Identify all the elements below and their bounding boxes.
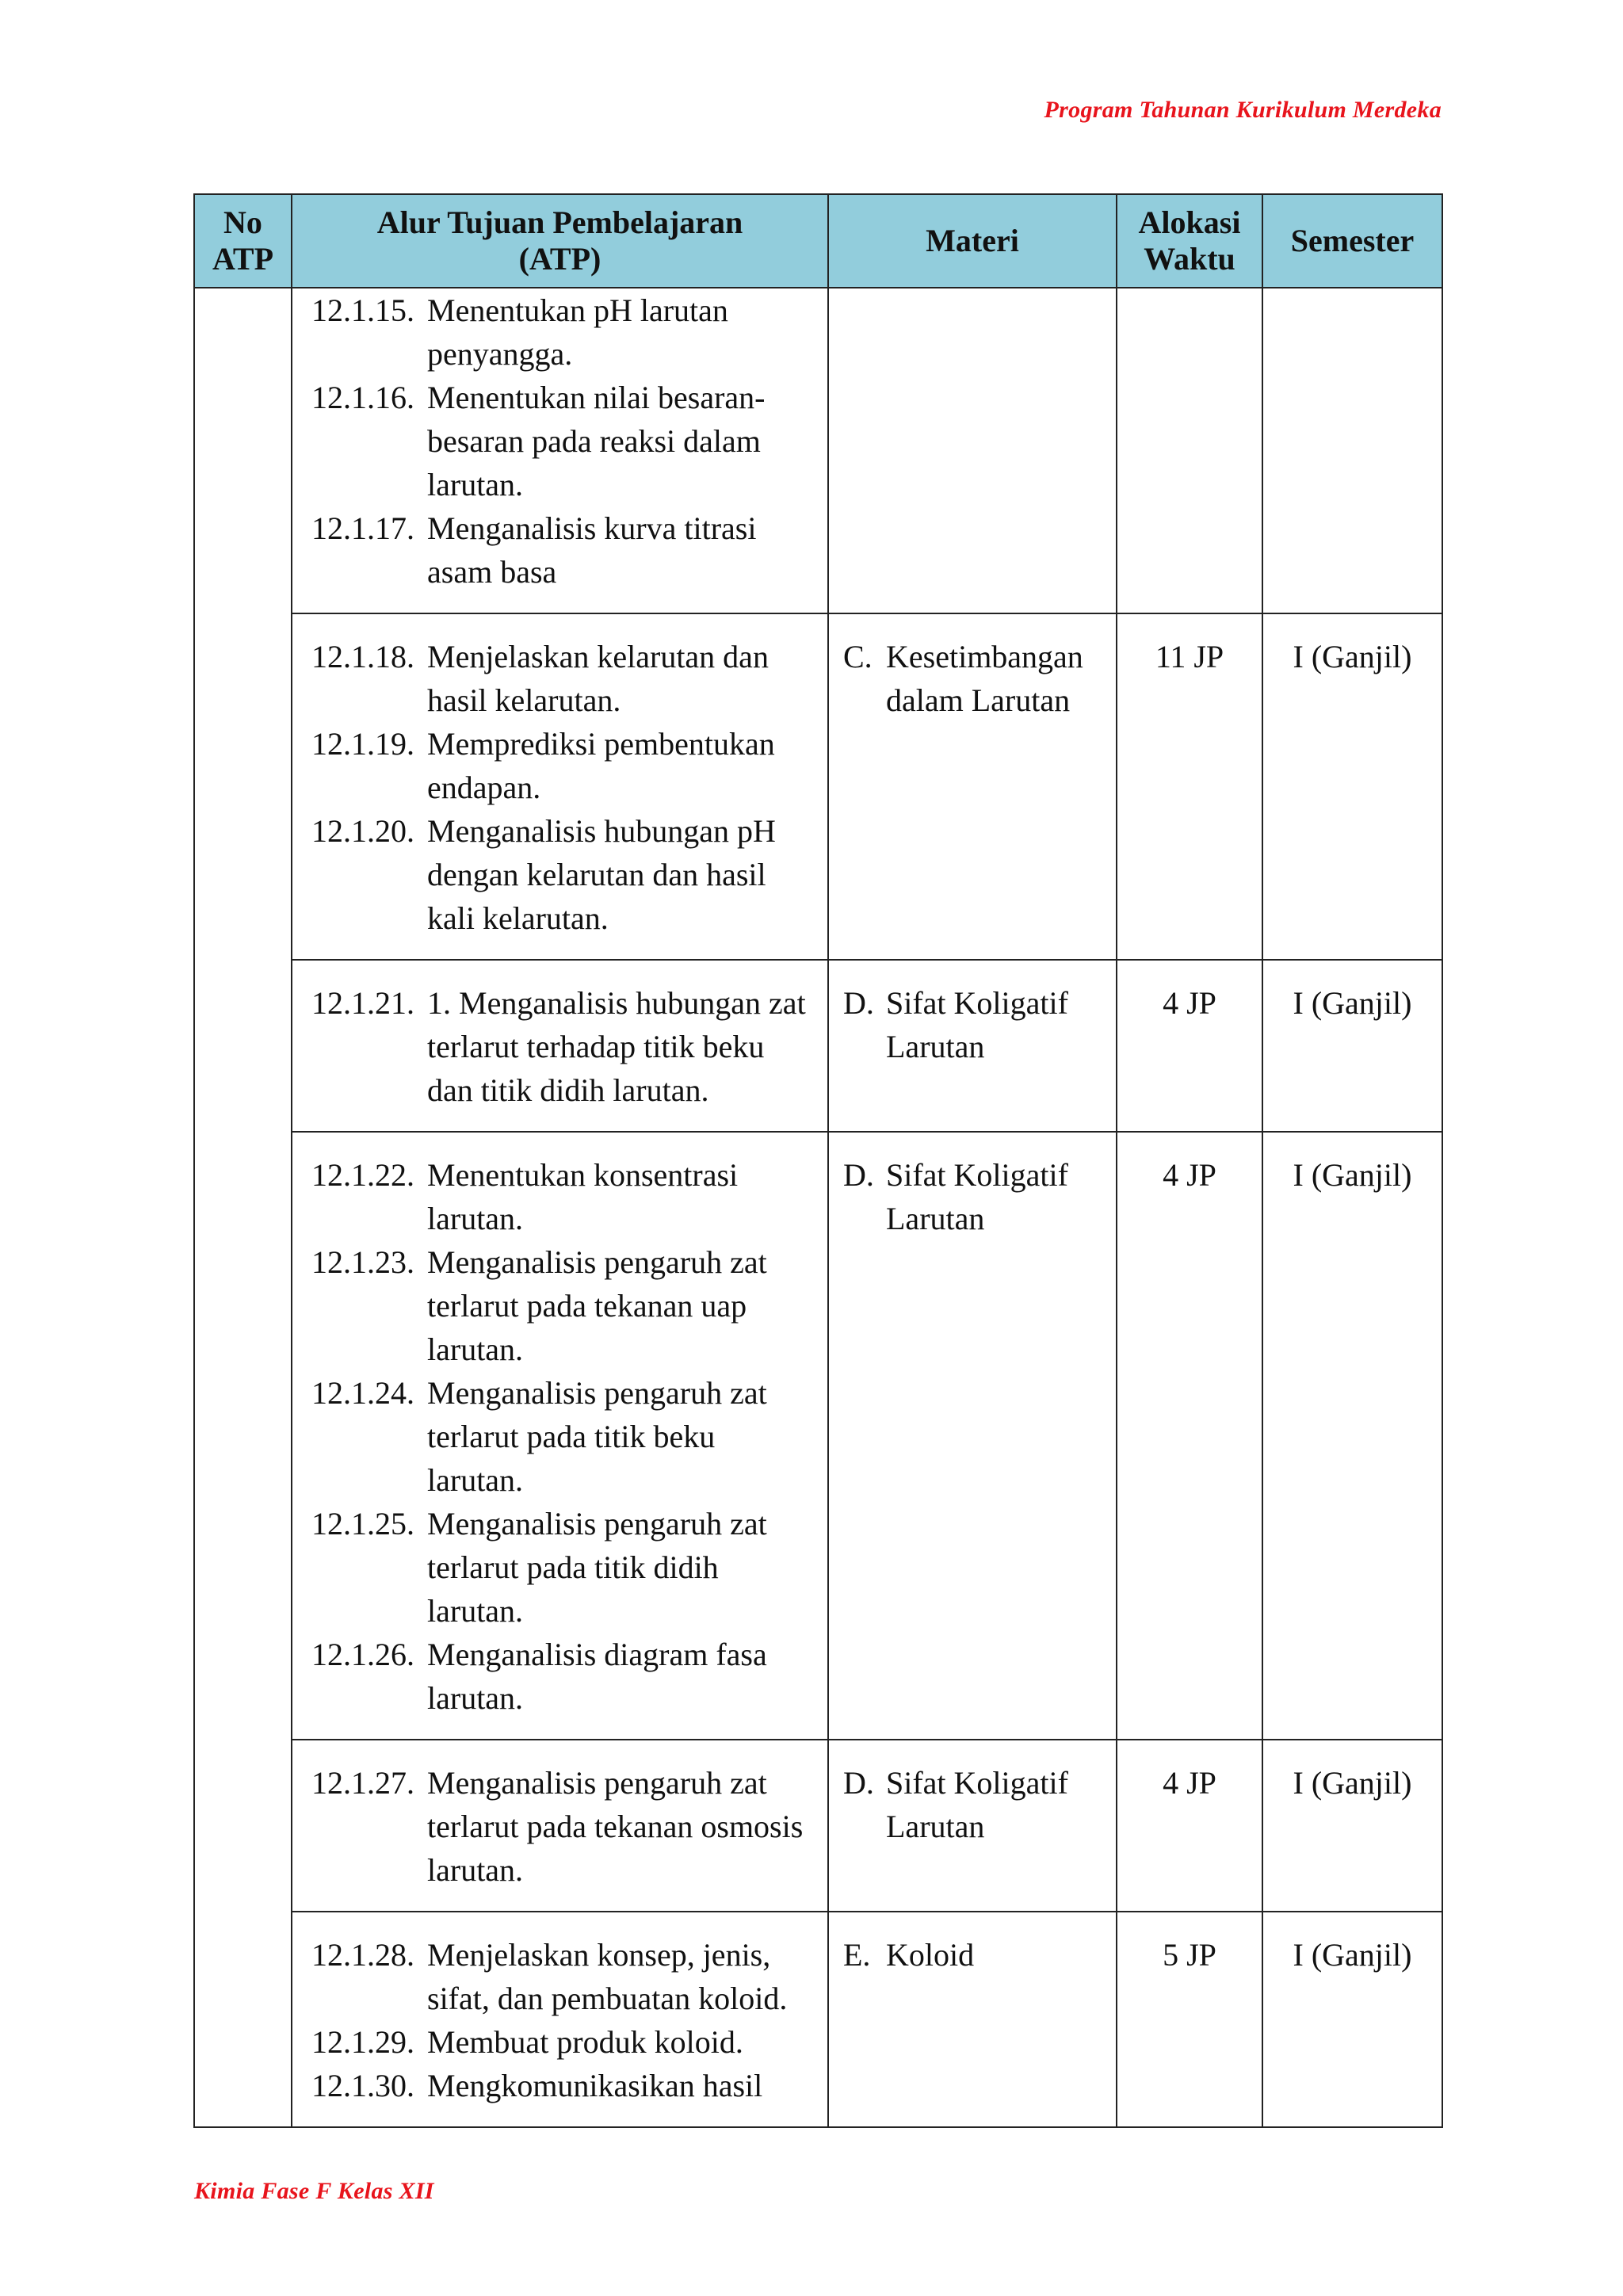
materi-text: Sifat Koligatif Larutan (886, 1157, 1068, 1236)
atp-item (311, 2064, 815, 2107)
alokasi-waktu-cell: 4 JP (1117, 1132, 1262, 1740)
table-header (194, 194, 1442, 288)
atp-item (311, 981, 815, 1112)
materi-letter: D. (843, 1765, 874, 1801)
atp-item (311, 1502, 815, 1633)
page-footer-title: Kimia Fase F Kelas XII (194, 2178, 434, 2204)
table-row (194, 1132, 1442, 1740)
atp-item (311, 1933, 815, 2020)
materi-entry (843, 1153, 1105, 1240)
atp-item-number: 12.1.15. (311, 292, 414, 328)
materi-text: Koloid (886, 1937, 975, 1973)
materi-cell (828, 960, 1117, 1132)
header-atp (292, 194, 828, 288)
atp-item-text: Menganalisis pengaruh zat terlarut pada tekanan uap larutan. (427, 1244, 767, 1367)
materi-cell (828, 613, 1117, 960)
atp-item-text: Menentukan konsentrasi larutan. (427, 1157, 739, 1236)
atp-item-text: Menganalisis kurva titrasi asam basa (427, 510, 757, 590)
atp-item (311, 1240, 815, 1371)
atp-table (193, 193, 1443, 2128)
atp-cell (292, 960, 828, 1132)
semester-cell: I (Ganjil) (1262, 1912, 1442, 2127)
atp-item-number: 12.1.16. (311, 380, 414, 415)
atp-item-number: 12.1.19. (311, 726, 414, 762)
atp-cell (292, 1912, 828, 2127)
atp-item-text: Membuat produk koloid. (427, 2024, 743, 2060)
atp-item-number: 12.1.28. (311, 1937, 414, 1973)
header-semester: Semester (1262, 194, 1442, 288)
materi-cell (828, 1740, 1117, 1912)
atp-item-number: 12.1.23. (311, 1244, 414, 1280)
header-atp-line1: Alur Tujuan Pembelajaran (376, 204, 743, 240)
header-no-atp-line2: ATP (212, 241, 274, 277)
atp-item-text: Menjelaskan kelarutan dan hasil kelarutan. (427, 639, 769, 718)
semester-cell: I (Ganjil) (1262, 1740, 1442, 1912)
atp-item (311, 1633, 815, 1720)
alokasi-waktu-cell (1117, 288, 1262, 613)
alokasi-waktu-cell: 4 JP (1117, 1740, 1262, 1912)
header-no-atp (194, 194, 292, 288)
alokasi-waktu-cell: 4 JP (1117, 960, 1262, 1132)
materi-entry (843, 635, 1105, 722)
table-row (194, 960, 1442, 1132)
table-row (194, 288, 1442, 613)
atp-item-number: 12.1.17. (311, 510, 414, 546)
materi-letter: D. (843, 985, 874, 1021)
atp-item (311, 1761, 815, 1892)
atp-item-text: Menentukan pH larutan penyangga. (427, 292, 728, 372)
semester-cell (1262, 288, 1442, 613)
semester-cell: I (Ganjil) (1262, 1132, 1442, 1740)
atp-item-text: Menganalisis hubungan pH dengan kelarutan dan hasil kali kelarutan. (427, 813, 776, 936)
atp-item-number: 12.1.21. (311, 985, 414, 1021)
atp-item-text: Menganalisis pengaruh zat terlarut pada tekanan osmosis larutan. (427, 1765, 804, 1888)
atp-item-number: 12.1.29. (311, 2024, 414, 2060)
atp-item (311, 809, 815, 940)
atp-item-text: Menjelaskan konsep, jenis, sifat, dan pembuatan koloid. (427, 1937, 788, 2016)
materi-entry (843, 981, 1105, 1068)
semester-cell: I (Ganjil) (1262, 613, 1442, 960)
atp-item (311, 376, 815, 506)
table-row (194, 1912, 1442, 2127)
header-no-atp-line1: No (223, 204, 262, 240)
materi-text: Sifat Koligatif Larutan (886, 985, 1068, 1064)
header-alokasi-line1: Alokasi (1138, 204, 1241, 240)
materi-cell (828, 1912, 1117, 2127)
header-materi: Materi (828, 194, 1117, 288)
atp-item-number: 12.1.22. (311, 1157, 414, 1193)
header-atp-line2: (ATP) (518, 241, 601, 277)
page-header-title: Program Tahunan Kurikulum Merdeka (1044, 97, 1442, 123)
atp-item (311, 506, 815, 594)
atp-item-text: Menganalisis pengaruh zat terlarut pada titik beku larutan. (427, 1375, 767, 1498)
atp-item-number: 12.1.20. (311, 813, 414, 849)
table-row (194, 1740, 1442, 1912)
materi-entry (843, 1933, 1105, 1977)
atp-item (311, 1371, 815, 1502)
semester-cell: I (Ganjil) (1262, 960, 1442, 1132)
atp-item-text: Menentukan nilai besaran-besaran pada reaksi dalam larutan. (427, 380, 766, 502)
atp-item-text: Menganalisis pengaruh zat terlarut pada titik didih larutan. (427, 1506, 767, 1629)
atp-cell (292, 288, 828, 613)
atp-item-text: Memprediksi pembentukan endapan. (427, 726, 775, 805)
atp-item-text: Mengkomunikasikan hasil (427, 2068, 763, 2103)
atp-item-number: 12.1.25. (311, 1506, 414, 1541)
atp-cell (292, 1132, 828, 1740)
atp-item (311, 635, 815, 722)
atp-item-text: 1. Menganalisis hubungan zat terlarut terhadap titik beku dan titik didih larutan. (427, 985, 806, 1108)
atp-item-number: 12.1.26. (311, 1637, 414, 1672)
table-row (194, 613, 1442, 960)
materi-letter: E. (843, 1937, 871, 1973)
no-atp-cell (194, 288, 292, 2127)
atp-cell (292, 613, 828, 960)
header-alokasi-waktu (1117, 194, 1262, 288)
table-body (194, 288, 1442, 2127)
materi-cell (828, 288, 1117, 613)
materi-cell (828, 1132, 1117, 1740)
materi-letter: C. (843, 639, 873, 674)
atp-item (311, 2020, 815, 2064)
alokasi-waktu-cell: 5 JP (1117, 1912, 1262, 2127)
materi-letter: D. (843, 1157, 874, 1193)
atp-item (311, 288, 815, 376)
materi-text: Kesetimbangan dalam Larutan (886, 639, 1083, 718)
atp-cell (292, 1740, 828, 1912)
atp-item-number: 12.1.24. (311, 1375, 414, 1411)
materi-text: Sifat Koligatif Larutan (886, 1765, 1068, 1844)
atp-item-text: Menganalisis diagram fasa larutan. (427, 1637, 767, 1716)
atp-item-number: 12.1.30. (311, 2068, 414, 2103)
atp-item-number: 12.1.27. (311, 1765, 414, 1801)
header-alokasi-line2: Waktu (1144, 241, 1235, 277)
atp-item-number: 12.1.18. (311, 639, 414, 674)
atp-item (311, 1153, 815, 1240)
atp-item (311, 722, 815, 809)
materi-entry (843, 1761, 1105, 1848)
alokasi-waktu-cell: 11 JP (1117, 613, 1262, 960)
